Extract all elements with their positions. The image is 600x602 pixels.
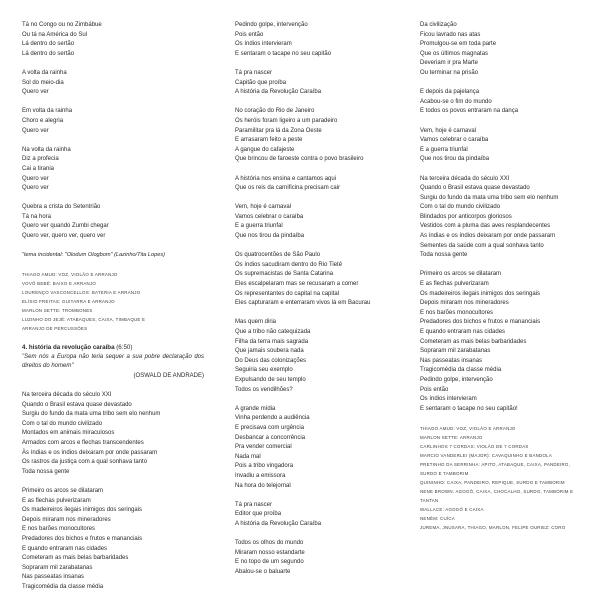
verse-line: Nas passeatas insanas <box>22 574 85 581</box>
verse-line: Sementes da saúde com a qual sonhava tanto <box>420 242 544 249</box>
verse-line: Quero ver <box>22 127 49 134</box>
credit-line: NENÊM: CUÍCA <box>420 515 455 521</box>
verse-line: Primeiro os arcos se dilataram <box>420 271 502 278</box>
verse-stanza <box>235 21 405 59</box>
verse-line: Expulsando de seu templo <box>235 376 306 383</box>
verse-line: Abalou-se o baluarte <box>235 568 291 575</box>
credit-line: NENE BROWN: AGOGÔ, CAIXA, CHOCALHO, SURDO, TAMBORIM E <box>420 488 574 494</box>
verse-line: Tá no Congo ou no Zimbábue <box>22 22 102 28</box>
verse-line: Os quatrocentões de São Paulo <box>235 252 321 259</box>
verse-line: Sol do meio-dia <box>22 79 64 86</box>
verse-line: Surgiu do fundo da mata uma tribo sem elo nenhum <box>22 411 161 418</box>
verse-line: Mas quem diria <box>235 319 277 326</box>
verse-line: Lá dentro do sertão <box>22 41 75 48</box>
verse-line: Toda nossa gente <box>420 252 468 259</box>
verse-line: Miraram nosso estandarte <box>235 549 305 556</box>
verse-line: Primeiro os arcos se dilataram <box>22 487 104 494</box>
verse-line: Nas passeatas insanas <box>420 357 483 364</box>
credit-line: WALLACE: AGOGÔ E CAIXA <box>420 506 484 512</box>
verse-line: E no topo de um segundo <box>235 559 304 566</box>
verse-stanza <box>22 146 204 194</box>
verse-line: Os rastros da justiça com a qual sonhava tanto <box>22 459 148 466</box>
verse-stanza <box>235 405 405 491</box>
verse-line: E quando entraram nas cidades <box>22 545 108 552</box>
credit-line: MARLON SETTE: TROMBONES <box>22 308 93 314</box>
incidental-theme-note <box>22 251 204 261</box>
verse-line: E quando entraram nas cidades <box>420 329 506 335</box>
verse-line: Filha da terra mais sagrada <box>235 338 309 345</box>
verse-line: Diz a profecia <box>22 156 59 163</box>
verse-line: Eles escalpelaram mas se recusaram a comer <box>235 281 359 288</box>
lyrics-column-2 <box>235 21 405 587</box>
verse-stanza <box>235 539 405 577</box>
verse-line: Pedindo golpe, intervenção <box>420 376 493 383</box>
lyrics-column-1 <box>22 21 204 602</box>
verse-line: E as flechas pulverizaram <box>420 281 489 288</box>
verse-line: Predadores dos bichos e frutos e mananciais <box>420 319 541 326</box>
musician-credits <box>420 424 592 532</box>
verse-line: As índias e os índios deixaram por onde passaram <box>420 233 556 240</box>
verse-line: Tá pra nascer <box>235 501 273 508</box>
verse-line: Do Deus das colonizações <box>235 357 307 364</box>
credit-line: LOURENÇO VASCONCELLOS: BATERIA E ARRANJO <box>22 290 141 296</box>
verse-line: Blindados por anticorpos gloriosos <box>420 213 512 220</box>
verse-stanza <box>235 175 405 194</box>
verse-stanza <box>420 175 592 261</box>
credit-line: ELÍSIO FREITAS: GUITARRA E ARRANJO <box>22 299 115 305</box>
verse-line: Pois então <box>420 386 449 393</box>
verse-stanza <box>22 21 204 59</box>
verse-line: Quando o Brasil estava quase devastado <box>22 401 132 408</box>
verse-line: Ou tá na América do Sul <box>22 31 88 38</box>
verse-stanza <box>235 69 405 98</box>
verse-line: E precisava com urgência <box>235 424 305 431</box>
verse-line: Que nos tirou da pindaíba <box>420 156 490 163</box>
verse-line: E depois da pajelança <box>420 89 480 96</box>
verse-line: Sopraram mil zarabatanas <box>22 564 93 571</box>
verse-line: Sopraram mil zarabatanas <box>420 348 491 355</box>
verse-line: A história nos ensina e cantamos aqui <box>235 175 337 182</box>
verse-line: Quero ver <box>22 175 49 182</box>
verse-line: Nada mal <box>235 453 261 460</box>
verse-stanza <box>235 251 405 309</box>
credit-line: QUININHO: CAIXA, PANDEIRO, REPIQUE, SURDO E TAMBORIM <box>420 479 565 485</box>
verse-stanza <box>420 270 592 414</box>
verse-line: Cometeram as mais belas barbaridades <box>22 555 129 562</box>
verse-line: E sentaram o tacape no seu capitão! <box>420 405 518 412</box>
verse-line: Os índios intervieram <box>420 396 477 403</box>
credit-line: JUREMA, JNUSARA, THIAGO, MARLON, FELIPE OURIEZ: CORO <box>420 524 566 530</box>
verse-line: Acabou-se o fim do mundo <box>420 98 492 105</box>
credit-line: LUZINHO DO JEJÊ: ATABAQUES, CAIXA, TIMBAQUE E <box>22 317 146 323</box>
verse-line: Que nos tirou da pindaíba <box>235 233 305 240</box>
verse-line: Pois então <box>235 31 264 38</box>
verse-stanza <box>22 203 204 241</box>
verse-line: Deveriam ir pra Marte <box>420 60 479 67</box>
verse-line: Quebra a crista do Setentrião <box>22 204 101 211</box>
credit-line: ARRANJO DE PERCUSSÕES <box>22 326 88 332</box>
verse-line: Armados com arcos e flechas transcendentes <box>22 439 144 446</box>
verse-line: E arrasaram feito a peste <box>235 137 303 144</box>
verse-line: Lá dentro do sertão <box>22 50 75 57</box>
verse-stanza <box>235 318 405 395</box>
verse-line: E sentaram o tacape no seu capitão <box>235 50 332 57</box>
verse-line: Desbancar a concorrência <box>235 434 306 441</box>
verse-line: Pedindo golpe, intervenção <box>235 22 308 28</box>
verse-line: Os índios sacudiram dentro do Rio Tietê <box>235 261 343 268</box>
verse-line: Quero ver quando Zumbi chegar <box>22 223 109 230</box>
verse-line: Tragicomédia da classe média <box>22 583 104 590</box>
verse-line: E nos barões monocultores <box>22 526 96 533</box>
verse-line: Na volta da rainha <box>22 146 71 153</box>
verse-line: Vem, hoje é carnaval <box>420 127 477 134</box>
verse-line: Ficou lavrado nas atas <box>420 31 481 38</box>
verse-line: Vamos celebrar o caraíba <box>235 213 304 220</box>
verse-line: Pois a tribo vingadora <box>235 463 294 470</box>
verse-line: E as flechas pulverizaram <box>22 497 91 504</box>
verse-line: Vamos celebrar o caraíba <box>420 137 489 144</box>
verse-line: Tá pra nascer <box>235 69 273 76</box>
credit-line: THIAGO AMUD: VOZ, VIOLÃO E ARRANJO <box>22 272 118 278</box>
verse-line: Invadiu a emissora <box>235 472 286 479</box>
verse-line: Montados em animais miraculosos <box>22 430 115 437</box>
verse-line: Vinha perdendo a audiência <box>235 415 310 422</box>
verse-line: Pra vender comercial <box>235 444 292 451</box>
song-duration: (6:50) <box>114 344 133 352</box>
verse-line: Que jamais soubera nada <box>235 348 304 355</box>
verse-line: Às índias e os índios deixaram por onde passaram <box>22 449 158 456</box>
musician-credits <box>22 270 204 333</box>
verse-line: Na terceira década do século XXI <box>420 175 510 182</box>
verse-line: Predadores dos bichos e frutos e mananciais <box>22 535 143 542</box>
verse-line: Os heróis foram ligeiro a um paradeiro <box>235 117 338 124</box>
credit-line: CARLINHOS 7 CORDAS: VIOLÃO DE 7 CORDAS <box>420 443 529 449</box>
verse-line: Quero ver <box>22 185 49 192</box>
verse-line: Os representantes do capital na capital <box>235 290 340 297</box>
verse-line: Na terceira década do século XXI <box>22 392 112 398</box>
verse-line: Paramilitar pra lá da Zona Oeste <box>235 127 322 134</box>
verse-line: Vem, hoje é carnaval <box>235 204 292 211</box>
verse-line: E a guerra triunfal <box>420 146 468 153</box>
note-line: "tema incidental: "Olodum Ologbom" (Lazinho/Tita Lopes) <box>22 252 166 259</box>
verse-line: Depois miraram nos mineradores <box>22 516 111 523</box>
verse-line: No coração do Rio de Janeiro <box>235 108 315 115</box>
verse-line: Os supremacistas de Santa Catarina <box>235 271 334 278</box>
verse-line: Cai a tirania <box>22 165 55 172</box>
verse-stanza <box>22 391 204 477</box>
verse-line: Seguiria seu exemplo <box>235 367 293 374</box>
verse-line: Eles capturaram e enterraram vivos lá em Bacurau <box>235 300 371 307</box>
verse-stanza <box>420 21 592 79</box>
verse-line: Que a tribo não catequizada <box>235 329 311 335</box>
verse-line: Toda nossa gente <box>22 468 70 475</box>
verse-line: A grande mídia <box>235 405 276 412</box>
verse-stanza <box>22 69 204 98</box>
verse-stanza <box>22 487 204 593</box>
credit-line: MARCIO VANDERLEI (MAJOR): CAVAQUINHO E BANDOLA <box>420 452 553 458</box>
verse-line: A volta da rainha <box>22 69 67 76</box>
verse-line: Que brincou de faroeste contra o povo brasileiro <box>235 156 364 163</box>
verse-line: Quero ver <box>22 89 49 96</box>
verse-line: A história da Revolução Caraíba <box>235 520 322 527</box>
epigraph-quote: "Sem nós a Europa não teria sequer a sua pobre declaração dos direitos do homem" <box>22 353 204 370</box>
song-title <box>22 343 204 353</box>
verse-line: Editor que proíba <box>235 511 282 518</box>
credit-line: SURDO E TAMBORIM <box>420 470 469 476</box>
verse-line: E todos os povos entraram na dança <box>420 108 519 115</box>
verse-line: Com o tal do mundo civilizado <box>420 204 501 211</box>
verse-line: Quero ver, quero ver, quero ver <box>22 233 106 240</box>
verse-stanza <box>235 107 405 165</box>
verse-line: Da civilização <box>420 22 457 28</box>
verse-stanza <box>235 501 405 530</box>
verse-stanza <box>420 88 592 117</box>
verse-line: Choro e alegria <box>22 117 64 124</box>
verse-line: A gangue do cafajeste <box>235 146 295 153</box>
credit-line: PRETINHO DA SERRINHA: APITO, ATABAQUE, CAIXA, PANDEIRO, <box>420 461 571 467</box>
verse-line: Tragicomédia da classe média <box>420 367 502 374</box>
credit-line: MARLON SETTE: ARRANJO <box>420 434 483 440</box>
verse-line: Os madeireiros ilegais inimigos dos seringais <box>420 290 541 297</box>
verse-line: Com o tal do mundo civilizado <box>22 420 103 427</box>
verse-line: Todos os olhos do mundo <box>235 540 304 547</box>
verse-line: Quando o Brasil estava quase devastado <box>420 185 530 192</box>
verse-line: E a guerra triunfal <box>235 223 283 230</box>
verse-line: A história da Revolução Caraíba <box>235 89 322 96</box>
verse-line: Depois miraram nos mineradores <box>420 300 509 307</box>
song-title-text: 4. história da revolução caraíba <box>22 344 115 352</box>
verse-line: Surgiu do fundo da mata uma tribo sem elo nenhum <box>420 194 559 201</box>
verse-line: Os madeireiros ilegais inimigos dos seringais <box>22 507 143 514</box>
credit-line: VOVÔ BEBÊ: BAIXO E ARRANJO <box>22 281 97 287</box>
verse-line: Todos os vendilhões? <box>235 386 293 393</box>
verse-line: Os índios intervieram <box>235 41 292 48</box>
credit-line: TANTAN <box>420 497 439 503</box>
verse-line: Vestidos com a pluma das aves resplandecentes <box>420 223 551 230</box>
verse-line: E nos barões monocultores <box>420 309 494 316</box>
verse-stanza <box>420 127 592 165</box>
lyrics-column-3 <box>420 21 592 542</box>
verse-stanza <box>235 203 405 241</box>
credit-line: THIAGO AMUD: VOZ, VIOLÃO E ARRANJO <box>420 425 516 431</box>
verse-line: Capitão que proíba <box>235 79 287 86</box>
verse-line: Que os últimos magnatas <box>420 50 489 57</box>
verse-line: Em volta da rainha <box>22 108 73 115</box>
verse-line: Que os reis da carnificina precisam cair <box>235 185 341 192</box>
verse-line: Na hora do telejornal <box>235 482 291 489</box>
verse-stanza <box>22 107 204 136</box>
verse-line: Cometeram as mais belas barbaridades <box>420 338 527 345</box>
verse-line: Ou terminar na prisão <box>420 69 479 76</box>
epigraph-author: (OSWALD DE ANDRADE) <box>133 372 204 379</box>
verse-line: Tá na hora <box>22 213 52 220</box>
verse-line: Promulgou-se em toda parte <box>420 41 497 48</box>
